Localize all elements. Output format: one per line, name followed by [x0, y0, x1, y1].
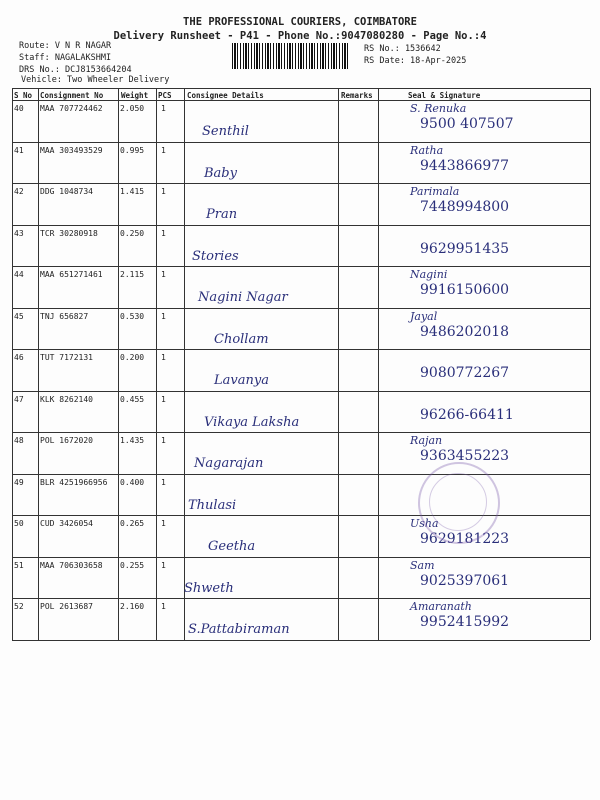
signature-handwriting: Nagini [410, 268, 448, 281]
cell-consignment: BLR 4251966956 [40, 477, 108, 487]
signature-handwriting: S. Renuka [410, 102, 467, 115]
signature-handwriting: Sam [410, 558, 435, 572]
signature-phone: 9443866977 [420, 157, 510, 174]
row-rule [12, 266, 590, 267]
cell-consignment: MAA 303493529 [40, 145, 103, 155]
signature-phone: 9952415992 [420, 614, 510, 630]
column-header: Weight [121, 91, 149, 100]
column-rule [338, 88, 339, 640]
column-rule [378, 88, 379, 640]
cell-consignment: MAA 706303658 [40, 560, 103, 570]
cell-sno: 42 [14, 187, 24, 196]
vehicle-label: Vehicle: Two Wheeler Delivery [21, 75, 170, 85]
cell-consignment: KLK 8262140 [40, 394, 93, 404]
runsheet-subtitle: Delivery Runsheet - P41 - Phone No.:9047080280 - Page No.:4 [113, 30, 487, 42]
cell-sno: 51 [14, 560, 24, 570]
cell-weight: 0.995 [120, 145, 145, 155]
consignee-handwriting: Lavanya [214, 373, 269, 388]
cell-pcs: 1 [161, 228, 166, 238]
cell-weight: 1.435 [120, 436, 145, 445]
cell-weight: 0.255 [120, 560, 145, 570]
signature-handwriting: Jayal [410, 309, 438, 323]
row-rule [12, 142, 590, 143]
cell-pcs: 1 [161, 436, 166, 445]
signature-phone: 9916150600 [420, 282, 510, 298]
row-rule [12, 349, 590, 350]
cell-pcs: 1 [161, 519, 166, 528]
row-rule [12, 557, 590, 558]
cell-weight: 1.415 [120, 187, 145, 196]
column-rule [12, 88, 13, 640]
consignee-handwriting: Nagini Nagar [198, 290, 288, 305]
signature-handwriting: Usha [410, 517, 439, 530]
consignee-handwriting: Thulasi [188, 497, 237, 513]
signature-phone: 9080772267 [420, 365, 510, 381]
signature-phone: 9629181223 [420, 531, 510, 547]
cell-consignment: TCR 30280918 [40, 228, 98, 238]
column-rule [38, 88, 39, 640]
cell-sno: 50 [14, 519, 24, 528]
signature-phone: 9629951435 [420, 240, 510, 257]
signature-phone: 9025397061 [420, 572, 510, 589]
company-title: THE PROFESSIONAL COURIERS, COIMBATORE [183, 16, 417, 28]
cell-consignment: POL 1672020 [40, 436, 93, 445]
company-stamp [418, 462, 500, 544]
cell-consignment: MAA 707724462 [40, 104, 103, 113]
column-header: Remarks [341, 91, 373, 100]
column-header: Consignment No [40, 91, 104, 100]
cell-consignment: CUD 3426054 [40, 519, 93, 528]
consignee-handwriting: Chollam [214, 331, 269, 347]
route-label: Route: V N R NAGAR [19, 41, 112, 51]
cell-sno: 44 [14, 270, 24, 279]
cell-weight: 0.200 [120, 353, 145, 362]
runsheet-table [12, 88, 590, 640]
cell-pcs: 1 [161, 394, 166, 404]
column-rule [118, 88, 119, 640]
signature-handwriting: Rajan [410, 434, 443, 447]
cell-sno: 52 [14, 602, 24, 611]
consignee-handwriting: Baby [204, 165, 237, 181]
cell-pcs: 1 [161, 353, 166, 362]
cell-pcs: 1 [161, 270, 166, 279]
cell-weight: 0.265 [120, 519, 145, 528]
cell-sno: 41 [14, 145, 24, 155]
cell-weight: 0.400 [120, 477, 145, 487]
cell-weight: 2.115 [120, 270, 145, 279]
cell-weight: 0.455 [120, 394, 145, 404]
signature-phone: 9486202018 [420, 323, 510, 340]
cell-weight: 0.530 [120, 311, 145, 321]
drs-label: DRS No.: DCJ8153664204 [19, 65, 132, 75]
column-header: PCS [158, 91, 172, 100]
cell-consignment: TUT 7172131 [40, 353, 93, 362]
table-top-line [12, 88, 590, 89]
consignee-handwriting: Nagarajan [194, 456, 264, 471]
cell-pcs: 1 [161, 602, 166, 611]
cell-pcs: 1 [161, 104, 166, 113]
cell-sno: 49 [14, 477, 24, 487]
signature-handwriting: Parimala [410, 185, 460, 198]
cell-sno: 46 [14, 353, 24, 362]
row-rule [12, 391, 590, 392]
consignee-handwriting: Senthil [202, 124, 249, 139]
signature-phone: 9500 407507 [420, 116, 514, 132]
cell-pcs: 1 [161, 187, 166, 196]
cell-pcs: 1 [161, 560, 166, 570]
signature-handwriting: Ratha [410, 143, 444, 157]
barcode [232, 43, 350, 69]
cell-weight: 0.250 [120, 228, 145, 238]
column-rule [590, 88, 591, 640]
column-rule [156, 88, 157, 640]
staff-label: Staff: NAGALAKSHMI [19, 53, 112, 63]
row-rule [12, 308, 590, 309]
cell-consignment: MAA 651271461 [40, 270, 103, 279]
cell-consignment: POL 2613687 [40, 602, 93, 611]
column-header: Seal & Signature [408, 91, 481, 100]
column-header: S No [14, 91, 33, 100]
column-rule [184, 88, 185, 640]
cell-consignment: TNJ 656827 [40, 311, 89, 321]
cell-weight: 2.050 [120, 104, 145, 113]
column-header: Consignee Details [187, 91, 264, 100]
cell-sno: 45 [14, 311, 24, 321]
cell-sno: 47 [14, 394, 24, 404]
consignee-handwriting: S.Pattabiraman [188, 622, 290, 637]
cell-weight: 2.160 [120, 602, 145, 611]
cell-pcs: 1 [161, 477, 166, 487]
consignee-handwriting: Pran [206, 207, 238, 222]
row-rule [12, 598, 590, 599]
rs-number: RS No.: 1536642 [364, 44, 441, 54]
signature-phone: 7448994800 [420, 199, 510, 215]
row-rule [12, 225, 590, 226]
signature-phone: 96266-66411 [420, 406, 514, 423]
consignee-handwriting: Vikaya Laksha [204, 414, 300, 430]
consignee-handwriting: Shweth [184, 580, 234, 596]
signature-phone: 9363455223 [420, 448, 510, 464]
cell-sno: 48 [14, 436, 24, 445]
signature-handwriting: Amaranath [410, 600, 472, 613]
cell-sno: 43 [14, 228, 24, 238]
row-rule [12, 183, 590, 184]
cell-consignment: DDG 1048734 [40, 187, 93, 196]
row-rule [12, 432, 590, 433]
header-rule [12, 100, 590, 101]
row-rule [12, 515, 590, 516]
consignee-handwriting: Geetha [208, 539, 256, 554]
row-rule [12, 474, 590, 475]
consignee-handwriting: Stories [192, 248, 239, 264]
cell-pcs: 1 [161, 145, 166, 155]
cell-pcs: 1 [161, 311, 166, 321]
rs-date: RS Date: 18-Apr-2025 [364, 56, 467, 66]
row-rule [12, 640, 590, 641]
cell-sno: 40 [14, 104, 24, 113]
